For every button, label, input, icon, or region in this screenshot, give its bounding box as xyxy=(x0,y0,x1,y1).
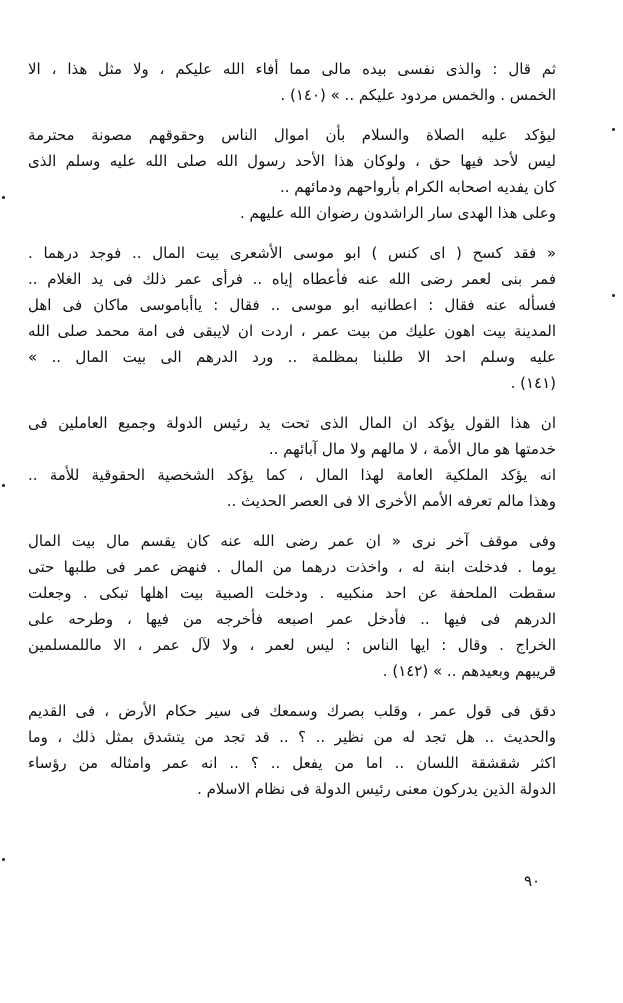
paragraph-1 xyxy=(28,56,556,108)
text-line: فمر بنى لعمر رضى الله عنه فأعطاه إياه .. فرأى عمر ذلك فى يد الغلام .. xyxy=(28,270,556,288)
text-line: انه يؤكد الملكية العامة لهذا المال ، كما يؤكد الشخصية الحقوقية للأمة .. xyxy=(28,466,556,484)
scan-mark xyxy=(2,196,5,199)
text-line: ليؤكد عليه الصلاة والسلام بأن اموال الناس وحقوقهم مصونة محترمة xyxy=(28,126,556,144)
text-line: قريبهم وبعيدهم .. » (١٤٢) . xyxy=(382,662,556,680)
text-line: عليه وسلم احد الا طلبنا بمظلمة .. ورد الدرهم الى بيت المال .. » xyxy=(28,348,556,366)
paragraph-2 xyxy=(28,122,556,226)
scan-mark xyxy=(612,128,615,131)
text-line: الدولة الذين يدركون معنى رئيس الدولة فى نظام الاسلام . xyxy=(197,780,556,798)
paragraph-3 xyxy=(28,240,556,396)
text-line: « فقد كسح ( اى كنس ) ابو موسى الأشعرى بيت المال .. فوجد درهما . xyxy=(28,244,556,262)
paragraph-4 xyxy=(28,410,556,514)
text-line: يوما . فدخلت ابنة له ، واخذت درهما من المال . فنهض عمر فى طلبها حتى xyxy=(28,558,556,576)
text-line: سقطت الملحفة عن احد منكبيه . ودخلت الصبية بيت اهلها تبكى . وجعلت xyxy=(28,584,556,602)
text-line: الدرهم فى فيها .. فأدخل عمر اصبعه فأخرجه من فيها ، وطرحه على xyxy=(28,610,556,628)
text-line: وفى موقف آخر نرى « ان عمر رضى الله عنه كان يقسم مال بيت المال xyxy=(28,532,556,550)
text-line: الخمس . والخمس مردود عليكم .. » (١٤٠) . xyxy=(280,86,556,104)
text-line: وهذا مالم تعرفه الأمم الأخرى الا فى العصر الحديث .. xyxy=(226,492,556,510)
scan-mark xyxy=(2,484,5,487)
text-line: اكثر شقشقة اللسان .. اما من يفعل .. ؟ .. انه عمر وامثاله من رؤساء xyxy=(28,754,556,772)
scan-mark xyxy=(2,858,5,861)
page-number: ٩٠ xyxy=(524,872,541,890)
document-page xyxy=(28,56,556,802)
text-line: والحديث .. هل تجد له من نظير .. ؟ .. قد تجد من يتشدق بمثل ذلك ، وما xyxy=(28,728,556,746)
paragraph-5 xyxy=(28,528,556,684)
text-line: ليس لأحد فيها حق ، ولوكان هذا الأحد رسول الله صلى الله عليه وسلم الذى xyxy=(28,152,556,170)
text-line: كان يفديه اصحابه الكرام بأرواحهم ودمائهم .. xyxy=(279,178,556,196)
text-line: دقق فى قول عمر ، وقلب بصرك وسمعك فى سير حكام الأرض ، فى القديم xyxy=(28,702,556,720)
text-line: ثم قال : والذى نفسى بيده مالى مما أفاء الله عليكم ، ولا مثل هذا ، الا xyxy=(28,60,556,78)
text-line: الخراج . وقال : ايها الناس : ليس لعمر ، ولا لآل عمر ، الا ماللمسلمين xyxy=(28,636,556,654)
text-line: فسأله عنه فقال : اعطانيه ابو موسى .. فقال : ياأباموسى ماكان فى اهل xyxy=(28,296,556,314)
text-line: ان هذا القول يؤكد ان المال الذى تحت يد رئيس الدولة وجميع العاملين فى xyxy=(28,414,556,432)
scan-mark xyxy=(612,294,615,297)
text-line: المدينة بيت اهون عليك من بيت عمر ، اردت ان لايبقى فى امة محمد صلى الله xyxy=(28,322,556,340)
text-line: (١٤١) . xyxy=(510,374,556,392)
text-line: خدمتها هو مال الأمة ، لا مالهم ولا مال آبائهم .. xyxy=(268,440,556,458)
paragraph-6 xyxy=(28,698,556,802)
text-line: وعلى هذا الهدى سار الراشدون رضوان الله عليهم . xyxy=(239,204,556,222)
